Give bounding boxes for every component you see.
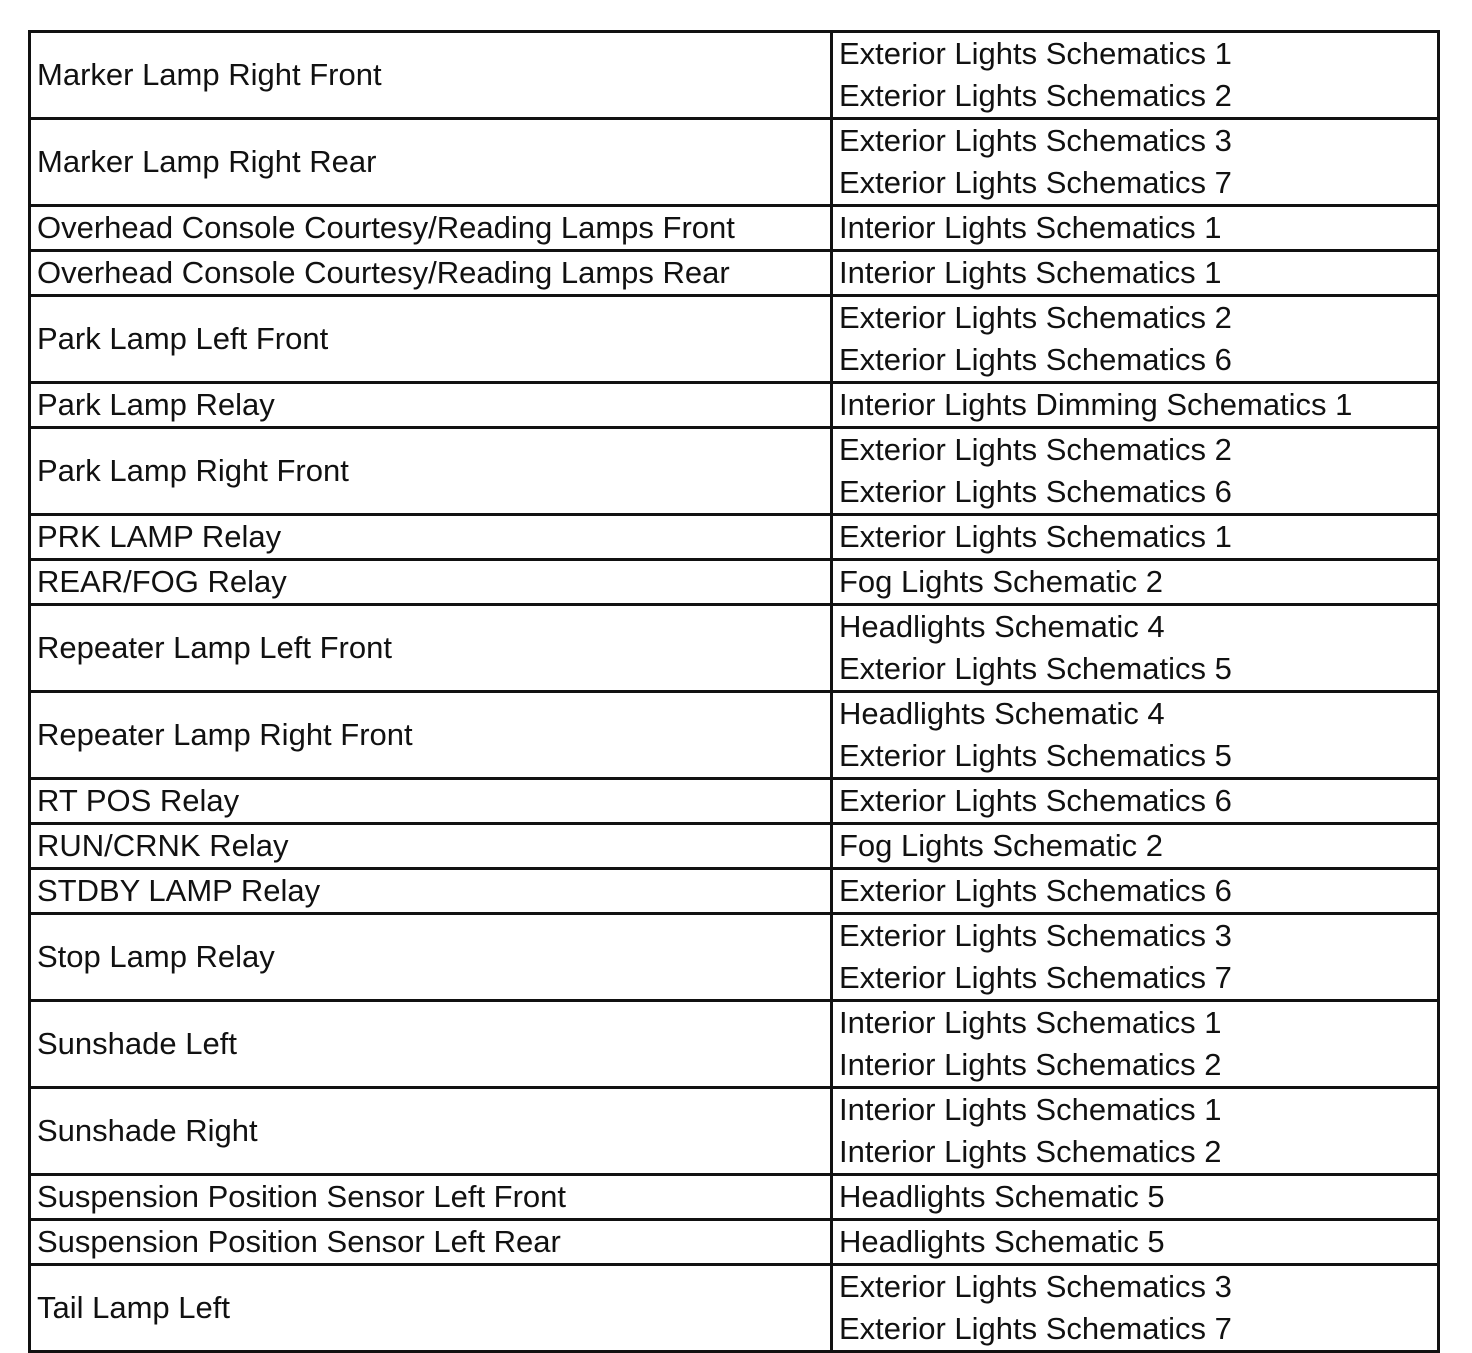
table-row bbox=[30, 1175, 1439, 1220]
component-name-cell: Marker Lamp Right Rear bbox=[30, 119, 832, 206]
schematic-refs-cell bbox=[832, 1088, 1439, 1175]
schematic-refs-cell bbox=[832, 428, 1439, 515]
table-row bbox=[30, 1001, 1439, 1088]
schematic-refs-cell bbox=[832, 383, 1439, 428]
component-name-cell: STDBY LAMP Relay bbox=[30, 869, 832, 914]
schematic-ref: Interior Lights Schematics 1 bbox=[839, 1005, 1222, 1040]
table-row bbox=[30, 515, 1439, 560]
schematic-ref: Headlights Schematic 5 bbox=[839, 1179, 1165, 1214]
component-name-cell: Repeater Lamp Left Front bbox=[30, 605, 832, 692]
schematic-ref: Headlights Schematic 5 bbox=[839, 1224, 1165, 1259]
component-name-cell: Park Lamp Relay bbox=[30, 383, 832, 428]
component-name-cell: Sunshade Left bbox=[30, 1001, 832, 1088]
schematic-ref: Exterior Lights Schematics 6 bbox=[839, 873, 1232, 908]
table-row bbox=[30, 428, 1439, 515]
component-name-cell: RUN/CRNK Relay bbox=[30, 824, 832, 869]
schematic-refs-cell bbox=[832, 1220, 1439, 1265]
schematic-ref: Exterior Lights Schematics 3 bbox=[839, 1269, 1232, 1304]
schematic-ref: Exterior Lights Schematics 2 bbox=[839, 432, 1232, 467]
schematic-refs-cell bbox=[832, 206, 1439, 251]
component-name-cell: RT POS Relay bbox=[30, 779, 832, 824]
schematic-ref: Exterior Lights Schematics 1 bbox=[839, 519, 1232, 554]
schematic-ref: Exterior Lights Schematics 6 bbox=[839, 342, 1232, 377]
schematic-ref: Fog Lights Schematic 2 bbox=[839, 564, 1163, 599]
schematic-refs-cell bbox=[832, 1001, 1439, 1088]
schematic-refs-cell bbox=[832, 914, 1439, 1001]
schematic-refs-cell bbox=[832, 605, 1439, 692]
table-row bbox=[30, 251, 1439, 296]
schematic-ref: Exterior Lights Schematics 2 bbox=[839, 78, 1232, 113]
component-name-cell: Park Lamp Right Front bbox=[30, 428, 832, 515]
schematic-ref: Exterior Lights Schematics 1 bbox=[839, 36, 1232, 71]
schematic-ref: Exterior Lights Schematics 6 bbox=[839, 474, 1232, 509]
table-row bbox=[30, 869, 1439, 914]
schematic-ref: Fog Lights Schematic 2 bbox=[839, 828, 1163, 863]
component-name-cell: Suspension Position Sensor Left Front bbox=[30, 1175, 832, 1220]
table-row bbox=[30, 914, 1439, 1001]
schematic-ref: Exterior Lights Schematics 2 bbox=[839, 300, 1232, 335]
component-name-cell: Overhead Console Courtesy/Reading Lamps Front bbox=[30, 206, 832, 251]
table-row bbox=[30, 560, 1439, 605]
schematic-ref: Interior Lights Schematics 1 bbox=[839, 255, 1222, 290]
table-row bbox=[30, 296, 1439, 383]
schematic-refs-cell bbox=[832, 560, 1439, 605]
table-row bbox=[30, 824, 1439, 869]
table-row bbox=[30, 605, 1439, 692]
schematic-refs-cell bbox=[832, 296, 1439, 383]
schematic-ref: Interior Lights Schematics 1 bbox=[839, 1092, 1222, 1127]
table-row bbox=[30, 206, 1439, 251]
table-row bbox=[30, 779, 1439, 824]
schematic-ref: Exterior Lights Schematics 5 bbox=[839, 651, 1232, 686]
schematic-refs-cell bbox=[832, 1175, 1439, 1220]
schematic-ref: Exterior Lights Schematics 3 bbox=[839, 123, 1232, 158]
schematic-refs-cell bbox=[832, 515, 1439, 560]
schematic-ref: Headlights Schematic 4 bbox=[839, 696, 1165, 731]
schematic-refs-cell bbox=[832, 251, 1439, 296]
component-name-cell: Suspension Position Sensor Left Rear bbox=[30, 1220, 832, 1265]
schematic-ref: Exterior Lights Schematics 3 bbox=[839, 918, 1232, 953]
schematic-refs-cell bbox=[832, 869, 1439, 914]
schematic-ref: Interior Lights Schematics 2 bbox=[839, 1134, 1222, 1169]
schematic-refs-cell bbox=[832, 692, 1439, 779]
component-name-cell: Stop Lamp Relay bbox=[30, 914, 832, 1001]
schematic-ref: Exterior Lights Schematics 6 bbox=[839, 783, 1232, 818]
component-name-cell: REAR/FOG Relay bbox=[30, 560, 832, 605]
schematic-refs-cell bbox=[832, 1265, 1439, 1352]
component-name-cell: Park Lamp Left Front bbox=[30, 296, 832, 383]
table-row bbox=[30, 1220, 1439, 1265]
schematic-ref: Exterior Lights Schematics 5 bbox=[839, 738, 1232, 773]
table-row bbox=[30, 1088, 1439, 1175]
schematic-refs-cell bbox=[832, 32, 1439, 119]
component-name-cell: Overhead Console Courtesy/Reading Lamps Rear bbox=[30, 251, 832, 296]
component-name-cell: Sunshade Right bbox=[30, 1088, 832, 1175]
schematic-refs-cell bbox=[832, 779, 1439, 824]
component-name-cell: Repeater Lamp Right Front bbox=[30, 692, 832, 779]
component-name-cell: Marker Lamp Right Front bbox=[30, 32, 832, 119]
schematic-refs-cell bbox=[832, 824, 1439, 869]
table-row bbox=[30, 692, 1439, 779]
table-row bbox=[30, 1265, 1439, 1352]
schematic-ref: Exterior Lights Schematics 7 bbox=[839, 960, 1232, 995]
schematic-ref: Exterior Lights Schematics 7 bbox=[839, 1311, 1232, 1346]
component-name-cell: Tail Lamp Left bbox=[30, 1265, 832, 1352]
table-row bbox=[30, 383, 1439, 428]
component-name-cell: PRK LAMP Relay bbox=[30, 515, 832, 560]
component-reference-table bbox=[28, 30, 1440, 1353]
schematic-ref: Interior Lights Schematics 1 bbox=[839, 210, 1222, 245]
schematic-ref: Headlights Schematic 4 bbox=[839, 609, 1165, 644]
schematic-ref: Interior Lights Dimming Schematics 1 bbox=[839, 387, 1353, 422]
schematic-ref: Interior Lights Schematics 2 bbox=[839, 1047, 1222, 1082]
schematic-refs-cell bbox=[832, 119, 1439, 206]
table-row bbox=[30, 119, 1439, 206]
schematic-ref: Exterior Lights Schematics 7 bbox=[839, 165, 1232, 200]
table-row bbox=[30, 32, 1439, 119]
